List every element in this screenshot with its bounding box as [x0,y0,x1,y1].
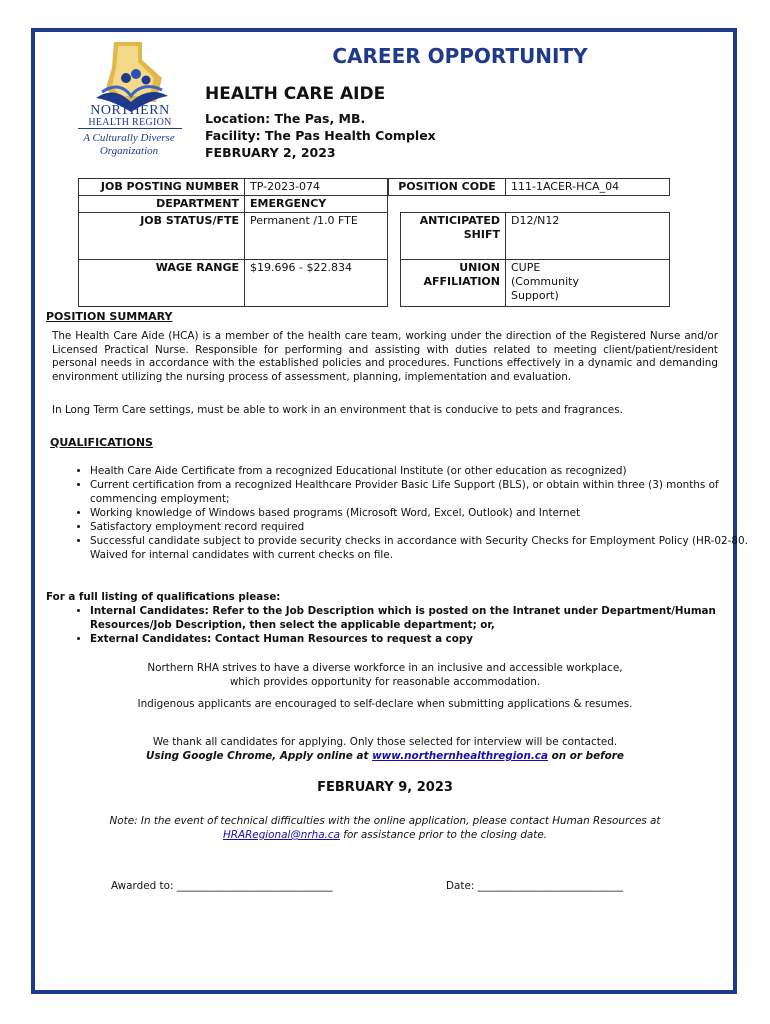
note-line1: Note: In the event of technical difficulties with the online application, please contact Human Resources at [109,815,661,827]
department: EMERGENCY [245,196,388,213]
job-status-label: JOB STATUS/FTE [79,213,245,260]
job-status: Permanent /1.0 FTE [245,213,388,260]
full-listing-title: For a full listing of qualifications please: [46,591,281,603]
union-affiliation [506,260,670,307]
awarded-to-field: Awarded to: ______________________________ [111,880,333,892]
union-line2: (Community [511,275,579,288]
union-label-line1: UNION [459,261,500,274]
thanks-statement: We thank all candidates for applying. Only those selected for interview will be contacted. [152,736,618,748]
hr-email-link[interactable]: HRARegional@nrha.ca [222,829,340,841]
anticipated-shift: D12/N12 [506,213,670,260]
list-item: • Successful candidate subject to provide security checks in accordance with Security Checks for Employment Policy (HR-02-80. Waived for internal candidates with current checks on file. [90,534,755,562]
apply-text-before: Using Google Chrome, Apply online at [146,750,369,762]
wage-range-label: WAGE RANGE [79,260,245,307]
list-item: • Internal Candidates: Refer to the Job Description which is posted on the Intranet under Department/Human Resources/Job Description, then select the applicable department; or, [90,604,760,632]
anticipated-label-line2: SHIFT [463,228,500,241]
union-label-line2: AFFILIATION [423,275,500,288]
qualifications-list [52,464,755,562]
position-summary-text: The Health Care Aide (HCA) is a member of the health care team, working under the direction of the Registered Nurse and/or Licensed Practical Nurse. Responsible for performing and assisting with duties related to meeting client/patient/resident personal needs in accordance with the established policies and procedures. Functions effectively in a dynamic and demanding environment utilizing the nursing process of assessment, planning, implementation and evaluation. [52,330,718,383]
website-link[interactable]: www.northernhealthregion.ca [372,750,548,762]
date-field: Date: ____________________________ [446,880,624,892]
full-listing-list [52,604,760,646]
logo-name-line2: HEALTH REGION [88,117,172,128]
list-item: • Satisfactory employment record required [90,520,755,534]
posting-details-table [78,178,670,307]
position-summary-heading: POSITION SUMMARY [46,310,173,323]
location: Location: The Pas, MB. [205,111,366,126]
list-item: • External Candidates: Contact Human Resources to request a copy [90,632,760,646]
list-item: • Current certification from a recognized Healthcare Provider Basic Life Support (BLS), or obtain within three (3) months of commencing employment; [90,478,755,506]
logo-divider [78,128,182,129]
position-code-label: POSITION CODE [389,179,506,196]
apply-online-line [40,749,730,763]
position-code: 111-1ACER-HCA_04 [506,179,670,196]
job-posting-number: TP-2023-074 [245,179,388,196]
apply-text-after: on or before [551,750,624,762]
diversity-line2: which provides opportunity for reasonable accommodation. [229,676,541,688]
union-affiliation-label [400,260,505,307]
technical-note [40,814,730,842]
anticipated-shift-label [400,213,505,260]
logo-tagline-line1: A Culturally Diverse [83,132,175,144]
diversity-line1: Northern RHA strives to have a diverse workforce in an inclusive and accessible workplace, [147,662,623,674]
wage-range: $19.696 - $22.834 [245,260,388,307]
career-opportunity-heading: CAREER OPPORTUNITY [332,44,588,68]
department-label: DEPARTMENT [79,196,245,213]
anticipated-label-line1: ANTICIPATED [419,214,500,227]
job-posting-number-label: JOB POSTING NUMBER [79,179,245,196]
logo-name-line1: NORTHERN [90,103,170,118]
job-title: HEALTH CARE AIDE [205,84,386,104]
logo-tagline-line2: Organization [99,145,159,157]
facility: Facility: The Pas Health Complex [205,128,436,143]
list-item: • Health Care Aide Certificate from a recognized Educational Institute (or other education as recognized) [90,464,755,478]
closing-date: FEBRUARY 9, 2023 [317,780,453,795]
union-line1: CUPE [511,261,541,274]
long-term-care-note: In Long Term Care settings, must be able to work in an environment that is conducive to pets and fragrances. [52,404,623,416]
union-line3: Support) [511,289,559,302]
note-line2: for assistance prior to the closing date. [343,829,548,841]
qualifications-heading: QUALIFICATIONS [50,436,153,449]
list-item: • Working knowledge of Windows based programs (Microsoft Word, Excel, Outlook) and Internet [90,506,755,520]
posting-date: FEBRUARY 2, 2023 [205,145,336,160]
indigenous-statement: Indigenous applicants are encouraged to self-declare when submitting applications & resumes. [137,698,633,710]
